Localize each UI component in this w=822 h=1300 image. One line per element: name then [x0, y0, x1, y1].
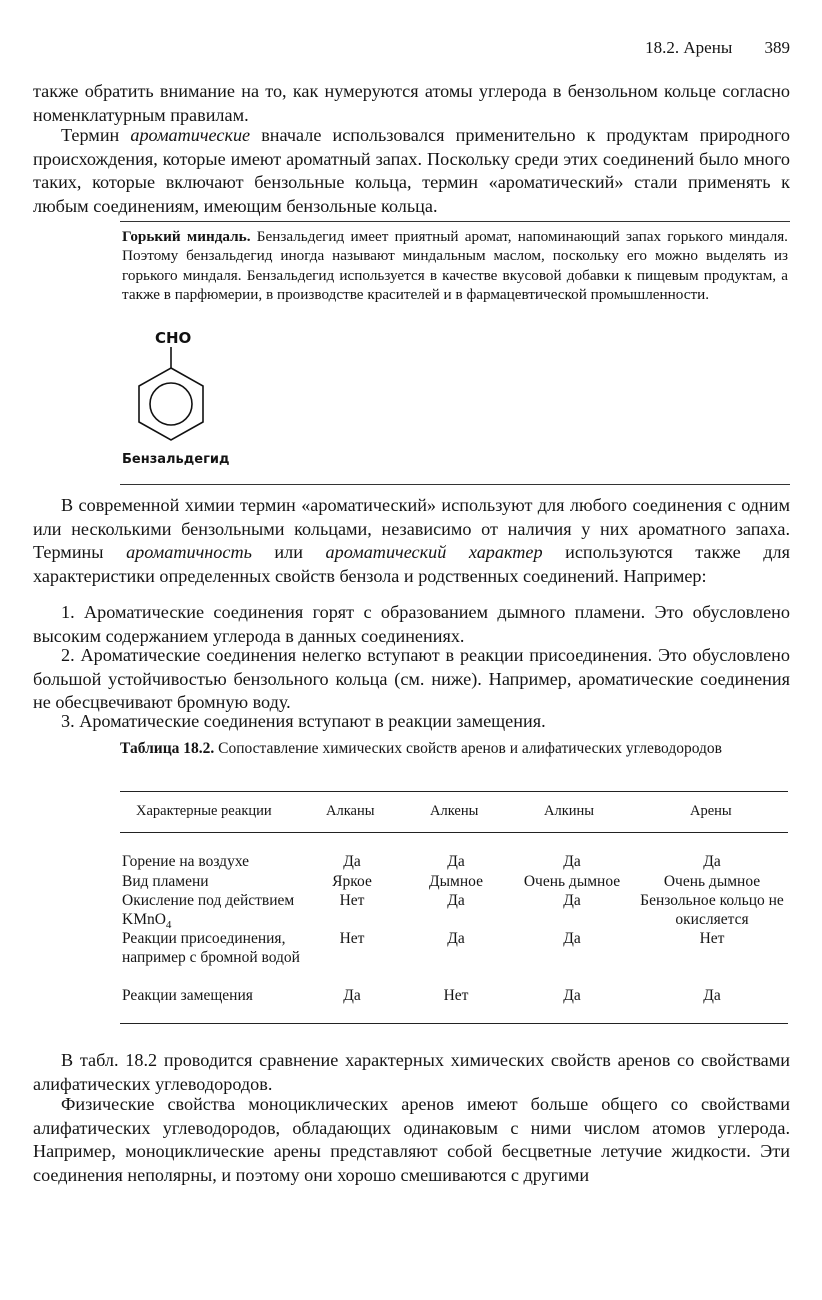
para3-c: используются также для характеристики определенных свойств бензола и родственных соединений. Например: — [33, 542, 790, 586]
table-header-reactions: Характерные реакции — [136, 803, 272, 819]
paragraph-4: В табл. 18.2 проводится сравнение характерных химических свойств аренов со свойствами алифатических углеводородов. — [33, 1050, 790, 1094]
box-title: Горький миндаль. — [122, 228, 251, 245]
table-header-rule — [120, 832, 788, 833]
table-row-label: Горение на воздухе — [122, 853, 250, 870]
page-number: 389 — [764, 38, 790, 57]
table-caption-text: Сопоставление химических свойств аренов и алифатических углеводородов — [214, 740, 723, 757]
running-head — [645, 38, 790, 58]
paragraph-2 — [33, 124, 790, 218]
para3-em1: ароматичность — [126, 542, 252, 562]
box-bottom-rule — [120, 484, 790, 485]
table-row-label: Реакции замещения — [122, 987, 253, 1004]
table-header-alkenes: Алкены — [430, 803, 479, 819]
section-title: 18.2. Арены — [645, 38, 733, 57]
cho-group-label: CHO — [155, 329, 192, 347]
table-row-label: Реакции присоединения, например с бромной водой — [122, 930, 300, 966]
box-body: Бензальдегид имеет приятный аромат, напоминающий запах горького миндаля. Поэтому бензальдегид иногда называют миндальным маслом, поскольку его можно выделять из горького миндаля. Бензальдегид используется в качестве вкусовой добавки к пищевым продуктам, а также в парфюмерии, в производстве красителей и в фармацевтической промышленности. — [122, 228, 788, 304]
table-cell: Нет — [699, 930, 725, 947]
table-cell: Да — [447, 930, 465, 947]
table-cell: Да — [563, 892, 581, 909]
table-cell: Нет — [443, 987, 469, 1004]
box-top-rule — [120, 221, 790, 222]
table-cell: Да — [343, 987, 361, 1004]
para2-after: вначале использовался применительно к продуктам природного происхождения, которые имеют ароматный запах. Поскольку среди этих соединений было много таких, которые включают бензольные кольца, термин «ароматический» стали применять к любым соединениям, имеющим бензольные кольца. — [33, 125, 790, 216]
table-caption-label: Таблица 18.2. — [120, 740, 215, 757]
table-caption — [120, 739, 788, 758]
row-label-subscript: 4 — [165, 919, 172, 932]
benzaldehyde-structure — [118, 326, 228, 466]
list-item-1: 1. Ароматические соединения горят с образованием дымного пламени. Это обусловлено высоким содержанием углерода в данных соединениях. — [33, 602, 790, 646]
table-cell: Да — [563, 987, 581, 1004]
table-cell: Нет — [339, 930, 365, 947]
table-row-label: Вид пламени — [122, 873, 209, 890]
box-text — [122, 227, 788, 305]
table-bottom-rule — [120, 1023, 788, 1024]
list-item-3: 3. Ароматические соединения вступают в реакции замещения. — [61, 711, 546, 731]
table-header-arenes: Арены — [690, 803, 732, 819]
table-top-rule — [120, 791, 788, 792]
paragraph-3 — [33, 494, 790, 588]
molecule-label: Бензальдегид — [122, 452, 230, 467]
aromatic-circle — [150, 383, 192, 425]
list-item-2: 2. Ароматические соединения нелегко вступают в реакции присоединения. Это обусловлено большой устойчивостью бензольного кольца (см. ниже). Например, ароматические соединения не обесцвечивают бромную воду. — [33, 645, 790, 712]
table-cell: Нет — [339, 892, 365, 909]
table-cell: Да — [563, 930, 581, 947]
table-cell: Да — [703, 853, 721, 870]
paragraph-5: Физические свойства моноциклических аренов имеют больше общего со свойствами алифатических углеводородов, обладающих одинаковым с ними числом атомов углерода. Например, моноциклические арены представляют собой бесцветные летучие жидкости. Эти соединения неполярны, и поэтому они хорошо смешиваются с другими — [33, 1094, 790, 1185]
benzene-ring — [139, 368, 203, 440]
row-label-main: Окисление под действием KMnO — [122, 892, 295, 928]
table-cell: Да — [563, 853, 581, 870]
table-cell: Очень дымное — [663, 873, 761, 890]
para2-emphasis: ароматические — [130, 125, 251, 145]
table-header-alkynes: Алкины — [544, 803, 595, 819]
table-cell: Да — [343, 853, 361, 870]
table-cell: Да — [447, 853, 465, 870]
paragraph-1: также обратить внимание на то, как нумеруются атомы углерода в бензольном кольце согласно номенклатурным правилам. — [33, 81, 790, 125]
table-cell: Очень дымное — [523, 873, 621, 890]
table-cell: Да — [703, 987, 721, 1004]
para2-before: Термин — [61, 125, 131, 145]
para3-em2: ароматический характер — [325, 542, 543, 562]
table-cell: Яркое — [332, 873, 372, 890]
table-cell: Бензольное кольцо не окисляется — [640, 892, 784, 928]
table-header-alkanes: Алканы — [326, 803, 375, 819]
table-cell: Да — [447, 892, 465, 909]
para3-a: В современной химии термин «ароматический» используют для любого соединения с одним или несколькими бензольными кольцами, независимо от наличия у них ароматного запаха. Термины — [33, 495, 790, 562]
para3-b: или — [251, 542, 326, 562]
table-cell: Дымное — [429, 873, 483, 890]
